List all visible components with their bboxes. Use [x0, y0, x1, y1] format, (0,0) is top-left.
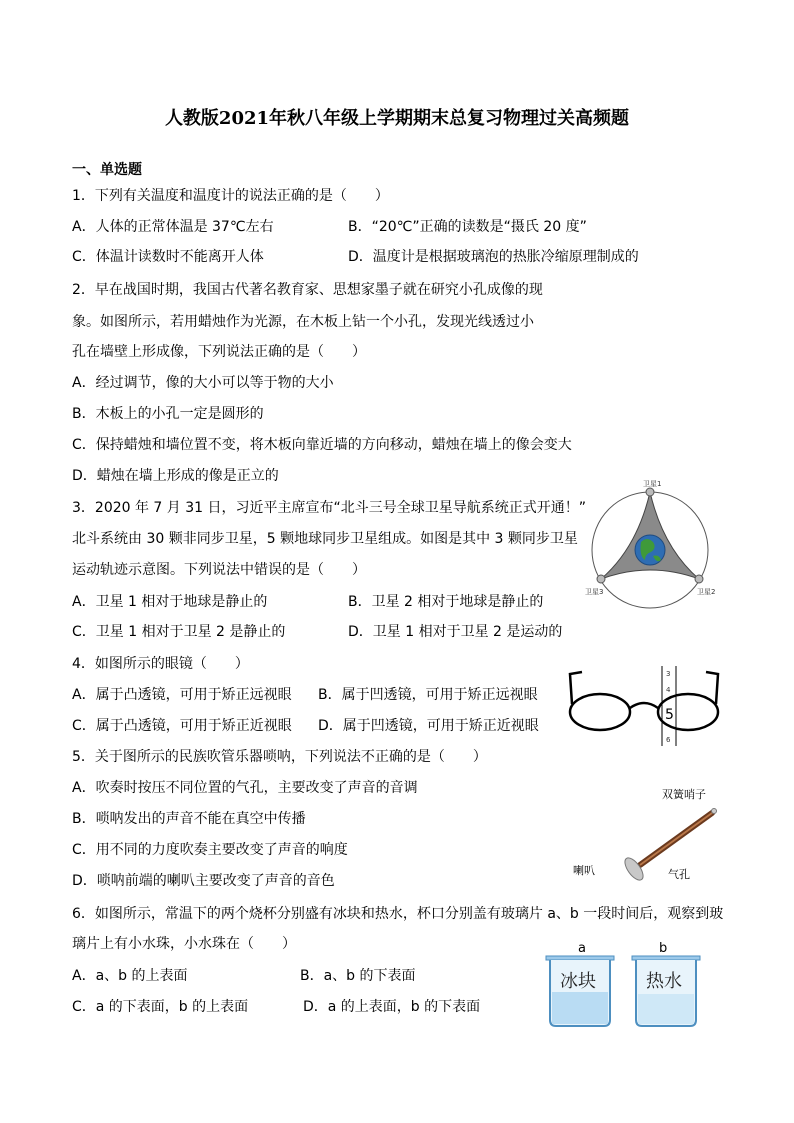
q2-option-c: C．保持蜡烛和墙位置不变，将木板向靠近墙的方向移动，蜡烛在墙上的像会变大	[72, 437, 572, 453]
scale-6-label: 6	[666, 736, 671, 744]
glass-plate-a	[546, 956, 614, 960]
q6-option-d: D．a 的上表面，b 的下表面	[303, 999, 481, 1015]
q2-option-a: A．经过调节，像的大小可以等于物的大小	[72, 375, 334, 391]
q6-stem-line2: 璃片上有小水珠，小水珠在（ ）	[72, 936, 296, 952]
bridge	[630, 703, 658, 708]
q6-option-c: C．a 的下表面，b 的上表面	[72, 999, 249, 1015]
hot-water	[638, 994, 694, 1024]
section-heading: 一、单选题	[72, 162, 142, 178]
q5-option-c: C．用不同的力度吹奏主要改变了声音的响度	[72, 842, 348, 858]
q2-stem-line1: 2．早在战国时期，我国古代著名教育家、思想家墨子就在研究小孔成像的现	[72, 282, 543, 298]
left-lens	[570, 694, 630, 730]
satellite-2-dot	[695, 575, 703, 583]
q4-option-d: D．属于凹透镜，可用于矫正近视眼	[318, 718, 539, 734]
q2-option-b: B．木板上的小孔一定是圆形的	[72, 406, 264, 422]
q3-option-b: B．卫星 2 相对于地球是静止的	[348, 594, 544, 610]
satellite-1-dot	[646, 488, 654, 496]
q4-option-b: B．属于凹透镜，可用于矫正远视眼	[318, 687, 538, 703]
q1-stem: 1．下列有关温度和温度计的说法正确的是（ ）	[72, 188, 389, 204]
q3-option-d: D．卫星 1 相对于卫星 2 是运动的	[348, 624, 563, 640]
q5-option-a: A．吹奏时按压不同位置的气孔，主要改变了声音的音调	[72, 780, 418, 796]
q2-stem-line2: 象。如图所示，若用蜡烛作为光源，在木板上钻一个小孔，发现光线透过小	[72, 314, 534, 330]
satellite-3-label: 卫星3	[585, 588, 604, 596]
reed-label: 双簧哨子	[662, 788, 706, 801]
q3-option-a: A．卫星 1 相对于地球是静止的	[72, 594, 268, 610]
q6-option-b: B．a、b 的下表面	[300, 968, 416, 984]
satellite-orbit-figure	[583, 478, 718, 613]
q3-option-c: C．卫星 1 相对于卫星 2 是静止的	[72, 624, 286, 640]
q6-option-a: A．a、b 的上表面	[72, 968, 188, 984]
q3-stem-line3: 运动轨迹示意图。下列说法中错误的是（ ）	[72, 562, 366, 578]
ice-cubes	[552, 992, 608, 1024]
q5-option-d: D．唢呐前端的喇叭主要改变了声音的音色	[72, 873, 335, 889]
q1-option-b: B．“20℃”正确的读数是“摄氏 20 度”	[348, 219, 587, 235]
suona-body-highlight	[640, 813, 712, 865]
beakers-figure	[540, 938, 710, 1030]
q3-stem-line2: 北斗系统由 30 颗非同步卫星，5 颗地球同步卫星组成。如图是其中 3 颗同步卫星	[72, 531, 578, 547]
scale-3-label: 3	[666, 670, 671, 678]
q1-option-a: A．人体的正常体温是 37℃左右	[72, 219, 274, 235]
page-title: 人教版2021年秋八年级上学期期末总复习物理过关高频题	[164, 108, 630, 129]
horn-label: 喇叭	[573, 864, 595, 877]
q5-option-b: B．唢呐发出的声音不能在真空中传播	[72, 811, 306, 827]
q4-option-c: C．属于凸透镜，可用于矫正近视眼	[72, 718, 292, 734]
q1-option-d: D．温度计是根据玻璃泡的热胀冷缩原理制成的	[348, 249, 639, 265]
q6-stem-line1: 6．如图所示，常温下的两个烧杯分别盛有冰块和热水，杯口分别盖有玻璃片 a、b 一段时间后，观察到玻	[72, 906, 724, 922]
glasses-figure	[564, 662, 724, 748]
glass-a-label: a	[578, 941, 586, 956]
glass-plate-b	[632, 956, 700, 960]
scale-4-label: 4	[666, 686, 671, 694]
q4-stem: 4．如图所示的眼镜（ ）	[72, 656, 249, 672]
reed-icon	[712, 809, 717, 814]
satellite-1-label: 卫星1	[643, 480, 662, 488]
ice-label: 冰块	[560, 971, 596, 992]
satellite-2-label: 卫星2	[697, 588, 716, 596]
glass-b-label: b	[659, 941, 668, 956]
hole-label: 气孔	[668, 868, 690, 881]
hot-water-label: 热水	[646, 971, 682, 992]
q4-option-a: A．属于凸透镜，可用于矫正远视眼	[72, 687, 292, 703]
satellite-3-dot	[597, 575, 605, 583]
horn-bell-icon	[622, 855, 647, 883]
q5-stem: 5．关于图所示的民族吹管乐器唢呐，下列说法不正确的是（ ）	[72, 749, 487, 765]
magnified-5-label: 5	[665, 707, 674, 723]
q3-stem-line1: 3．2020 年 7 月 31 日，习近平主席宣布“北斗三号全球卫星导航系统正式开通！”	[72, 500, 587, 516]
q2-option-d: D．蜡烛在墙上形成的像是正立的	[72, 468, 279, 484]
q1-option-c: C．体温计读数时不能离开人体	[72, 249, 264, 265]
q2-stem-line3: 孔在墙壁上形成像，下列说法正确的是（ ）	[72, 344, 366, 360]
